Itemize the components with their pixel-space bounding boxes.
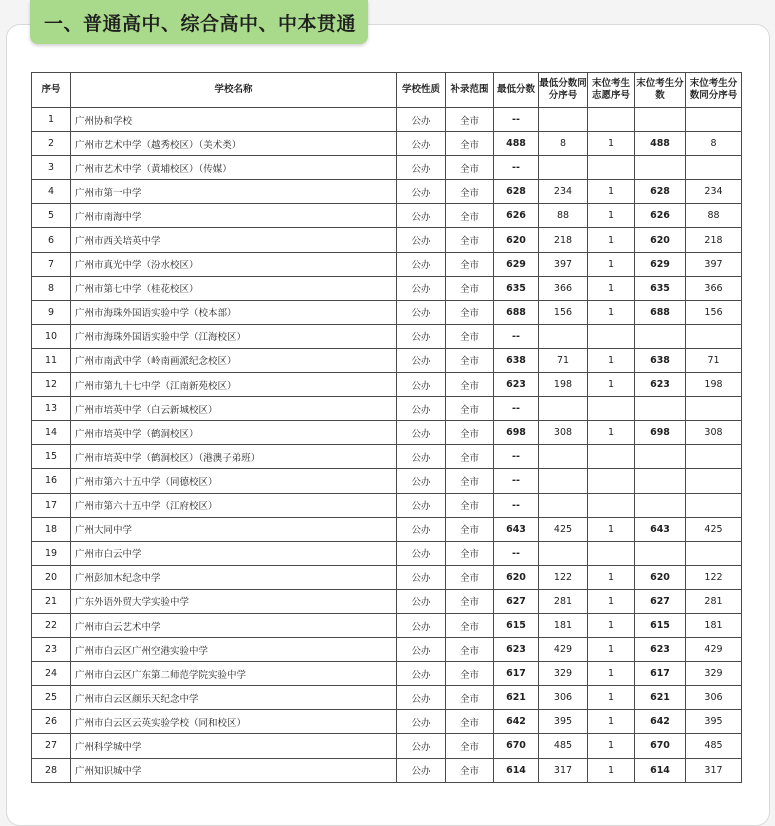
cell-school-name: 广州市真光中学（汾水校区）: [71, 252, 397, 276]
cell-min-score: --: [494, 541, 539, 565]
cell-last-score-tie: 234: [686, 180, 742, 204]
cell-admit-range: 全市: [446, 132, 494, 156]
cell-min-score: --: [494, 108, 539, 132]
cell-last-score: 615: [635, 613, 686, 637]
cell-last-score-tie: [686, 469, 742, 493]
cell-school-type: 公办: [397, 156, 446, 180]
cell-last-score-tie: [686, 541, 742, 565]
cell-row-no: 12: [32, 373, 71, 397]
cell-min-score-tie: [539, 156, 588, 180]
cell-last-score-tie: 88: [686, 204, 742, 228]
cell-row-no: 10: [32, 324, 71, 348]
cell-last-pref-no: 1: [588, 686, 635, 710]
cell-last-pref-no: 1: [588, 228, 635, 252]
cell-last-score-tie: 71: [686, 348, 742, 372]
table-row: [32, 613, 742, 637]
cell-last-pref-no: 1: [588, 662, 635, 686]
cell-school-type: 公办: [397, 204, 446, 228]
cell-min-score: 623: [494, 373, 539, 397]
cell-last-pref-no: [588, 493, 635, 517]
cell-min-score-tie: [539, 493, 588, 517]
cell-last-score: [635, 156, 686, 180]
col-header-school-type: 学校性质: [397, 73, 446, 108]
cell-last-pref-no: 1: [588, 132, 635, 156]
cell-school-type: 公办: [397, 373, 446, 397]
cell-min-score: 620: [494, 228, 539, 252]
cell-admit-range: 全市: [446, 348, 494, 372]
cell-row-no: 22: [32, 613, 71, 637]
table-row: [32, 589, 742, 613]
cell-school-type: 公办: [397, 613, 446, 637]
cell-last-score: 670: [635, 734, 686, 758]
table-row: [32, 324, 742, 348]
cell-admit-range: 全市: [446, 638, 494, 662]
cell-min-score: 642: [494, 710, 539, 734]
cell-last-pref-no: 1: [588, 565, 635, 589]
cell-last-score: [635, 397, 686, 421]
cell-min-score: 617: [494, 662, 539, 686]
col-header-last-pref: 末位考生志愿序号: [588, 73, 635, 108]
cell-school-type: 公办: [397, 734, 446, 758]
cell-last-pref-no: [588, 469, 635, 493]
cell-min-score: --: [494, 156, 539, 180]
cell-last-score-tie: [686, 324, 742, 348]
cell-school-name: 广州科学城中学: [71, 734, 397, 758]
cell-row-no: 5: [32, 204, 71, 228]
cell-last-score-tie: 181: [686, 613, 742, 637]
cell-min-score: 615: [494, 613, 539, 637]
cell-row-no: 25: [32, 686, 71, 710]
cell-last-score: 620: [635, 565, 686, 589]
cell-school-type: 公办: [397, 276, 446, 300]
col-header-school-name: 学校名称: [71, 73, 397, 108]
cell-school-type: 公办: [397, 686, 446, 710]
cell-min-score-tie: [539, 469, 588, 493]
cell-min-score-tie: 122: [539, 565, 588, 589]
cell-last-score-tie: 8: [686, 132, 742, 156]
cell-admit-range: 全市: [446, 300, 494, 324]
cell-school-type: 公办: [397, 421, 446, 445]
cell-min-score: 643: [494, 517, 539, 541]
table-row: [32, 469, 742, 493]
cell-min-score-tie: 395: [539, 710, 588, 734]
cell-last-score: 635: [635, 276, 686, 300]
col-header-no: 序号: [32, 73, 71, 108]
cell-school-type: 公办: [397, 180, 446, 204]
cell-row-no: 7: [32, 252, 71, 276]
cell-last-score-tie: 317: [686, 758, 742, 782]
cell-school-type: 公办: [397, 662, 446, 686]
admissions-table: [31, 72, 742, 783]
cell-school-name: 广州市白云区广东第二师范学院实验中学: [71, 662, 397, 686]
cell-school-name: 广州协和学校: [71, 108, 397, 132]
cell-row-no: 8: [32, 276, 71, 300]
cell-school-type: 公办: [397, 252, 446, 276]
cell-last-score: 628: [635, 180, 686, 204]
cell-last-pref-no: 1: [588, 613, 635, 637]
cell-min-score-tie: [539, 108, 588, 132]
cell-last-score: [635, 493, 686, 517]
cell-last-pref-no: [588, 108, 635, 132]
col-header-range: 补录范围: [446, 73, 494, 108]
cell-min-score-tie: [539, 397, 588, 421]
cell-last-score-tie: 329: [686, 662, 742, 686]
cell-row-no: 17: [32, 493, 71, 517]
cell-last-pref-no: 1: [588, 517, 635, 541]
table-row: [32, 493, 742, 517]
table-row: [32, 710, 742, 734]
cell-row-no: 6: [32, 228, 71, 252]
cell-last-score-tie: 395: [686, 710, 742, 734]
cell-school-type: 公办: [397, 710, 446, 734]
cell-min-score: 623: [494, 638, 539, 662]
cell-admit-range: 全市: [446, 613, 494, 637]
cell-min-score: 638: [494, 348, 539, 372]
cell-school-type: 公办: [397, 565, 446, 589]
cell-last-score-tie: 218: [686, 228, 742, 252]
cell-admit-range: 全市: [446, 469, 494, 493]
cell-admit-range: 全市: [446, 228, 494, 252]
cell-min-score-tie: 485: [539, 734, 588, 758]
cell-last-score: 643: [635, 517, 686, 541]
cell-school-type: 公办: [397, 638, 446, 662]
cell-last-pref-no: [588, 324, 635, 348]
cell-admit-range: 全市: [446, 662, 494, 686]
table-row: [32, 445, 742, 469]
cell-last-score-tie: [686, 493, 742, 517]
cell-school-type: 公办: [397, 517, 446, 541]
table-body: [32, 108, 742, 783]
cell-admit-range: 全市: [446, 373, 494, 397]
cell-last-pref-no: 1: [588, 421, 635, 445]
cell-row-no: 2: [32, 132, 71, 156]
cell-admit-range: 全市: [446, 276, 494, 300]
cell-school-name: 广州大同中学: [71, 517, 397, 541]
cell-last-pref-no: 1: [588, 734, 635, 758]
cell-min-score: 629: [494, 252, 539, 276]
cell-row-no: 21: [32, 589, 71, 613]
cell-school-name: 广州市第七中学（桂花校区）: [71, 276, 397, 300]
cell-school-type: 公办: [397, 108, 446, 132]
cell-row-no: 13: [32, 397, 71, 421]
cell-last-score-tie: 425: [686, 517, 742, 541]
table-row: [32, 373, 742, 397]
table-header-row: [32, 73, 742, 108]
cell-admit-range: 全市: [446, 156, 494, 180]
col-header-last-tie: 末位考生分数同分序号: [686, 73, 742, 108]
cell-last-pref-no: 1: [588, 589, 635, 613]
cell-last-score: 623: [635, 638, 686, 662]
cell-row-no: 15: [32, 445, 71, 469]
cell-school-type: 公办: [397, 228, 446, 252]
table-row: [32, 734, 742, 758]
cell-admit-range: 全市: [446, 421, 494, 445]
cell-min-score: 620: [494, 565, 539, 589]
cell-min-score: 698: [494, 421, 539, 445]
cell-admit-range: 全市: [446, 180, 494, 204]
cell-last-score-tie: 485: [686, 734, 742, 758]
cell-min-score-tie: 218: [539, 228, 588, 252]
cell-school-type: 公办: [397, 300, 446, 324]
cell-school-name: 广东外语外贸大学实验中学: [71, 589, 397, 613]
cell-min-score-tie: 8: [539, 132, 588, 156]
cell-min-score-tie: 366: [539, 276, 588, 300]
cell-school-name: 广州市白云中学: [71, 541, 397, 565]
cell-last-score-tie: 429: [686, 638, 742, 662]
section-title: 一、普通高中、综合高中、中本贯通: [44, 12, 357, 35]
cell-last-score: 617: [635, 662, 686, 686]
cell-admit-range: 全市: [446, 710, 494, 734]
cell-last-score: [635, 108, 686, 132]
cell-min-score: 626: [494, 204, 539, 228]
table-row: [32, 180, 742, 204]
table-row: [32, 662, 742, 686]
cell-school-name: 广州市艺术中学（越秀校区）（美术类）: [71, 132, 397, 156]
cell-school-type: 公办: [397, 348, 446, 372]
cell-admit-range: 全市: [446, 324, 494, 348]
cell-min-score: --: [494, 445, 539, 469]
cell-last-score: 621: [635, 686, 686, 710]
cell-last-pref-no: [588, 156, 635, 180]
cell-min-score-tie: 397: [539, 252, 588, 276]
cell-last-score: [635, 469, 686, 493]
cell-last-score-tie: 306: [686, 686, 742, 710]
cell-admit-range: 全市: [446, 517, 494, 541]
cell-row-no: 16: [32, 469, 71, 493]
cell-row-no: 3: [32, 156, 71, 180]
table-row: [32, 421, 742, 445]
cell-last-pref-no: 1: [588, 710, 635, 734]
cell-min-score-tie: 71: [539, 348, 588, 372]
table-row: [32, 108, 742, 132]
cell-admit-range: 全市: [446, 589, 494, 613]
cell-min-score: 688: [494, 300, 539, 324]
cell-school-type: 公办: [397, 541, 446, 565]
cell-last-pref-no: 1: [588, 252, 635, 276]
cell-last-score: [635, 324, 686, 348]
cell-row-no: 28: [32, 758, 71, 782]
cell-row-no: 20: [32, 565, 71, 589]
cell-admit-range: 全市: [446, 252, 494, 276]
cell-min-score: --: [494, 469, 539, 493]
cell-min-score-tie: 181: [539, 613, 588, 637]
cell-school-name: 广州市培英中学（白云新城校区）: [71, 397, 397, 421]
cell-min-score-tie: 156: [539, 300, 588, 324]
cell-min-score-tie: [539, 445, 588, 469]
table-row: [32, 156, 742, 180]
cell-min-score-tie: 308: [539, 421, 588, 445]
table-row: [32, 276, 742, 300]
cell-school-name: 广州市海珠外国语实验中学（江海校区）: [71, 324, 397, 348]
cell-last-score: 623: [635, 373, 686, 397]
table-row: [32, 348, 742, 372]
cell-min-score-tie: 88: [539, 204, 588, 228]
cell-school-type: 公办: [397, 758, 446, 782]
col-header-min-tie: 最低分数同分序号: [539, 73, 588, 108]
cell-admit-range: 全市: [446, 397, 494, 421]
cell-last-score-tie: [686, 108, 742, 132]
cell-last-pref-no: [588, 541, 635, 565]
section-heading: [30, 0, 368, 44]
table-row: [32, 541, 742, 565]
col-header-min-score: 最低分数: [494, 73, 539, 108]
cell-min-score: 670: [494, 734, 539, 758]
cell-school-name: 广州市第六十五中学（同德校区）: [71, 469, 397, 493]
cell-min-score: --: [494, 397, 539, 421]
cell-school-name: 广州市白云区颜乐天纪念中学: [71, 686, 397, 710]
cell-min-score-tie: 306: [539, 686, 588, 710]
cell-school-name: 广州知识城中学: [71, 758, 397, 782]
cell-last-score-tie: [686, 156, 742, 180]
cell-last-score-tie: 366: [686, 276, 742, 300]
cell-admit-range: 全市: [446, 565, 494, 589]
table-row: [32, 638, 742, 662]
cell-school-name: 广州市白云区云英实验学校（同和校区）: [71, 710, 397, 734]
table-row: [32, 517, 742, 541]
cell-school-name: 广州市海珠外国语实验中学（校本部）: [71, 300, 397, 324]
cell-min-score-tie: 429: [539, 638, 588, 662]
cell-school-name: 广州市培英中学（鹤洞校区）（港澳子弟班）: [71, 445, 397, 469]
cell-last-score: 614: [635, 758, 686, 782]
cell-min-score: 628: [494, 180, 539, 204]
cell-admit-range: 全市: [446, 493, 494, 517]
cell-last-score-tie: 122: [686, 565, 742, 589]
table-row: [32, 204, 742, 228]
cell-min-score-tie: 329: [539, 662, 588, 686]
cell-last-score-tie: 198: [686, 373, 742, 397]
cell-admit-range: 全市: [446, 758, 494, 782]
cell-school-name: 广州市第九十七中学（江南新苑校区）: [71, 373, 397, 397]
cell-last-pref-no: [588, 445, 635, 469]
cell-row-no: 9: [32, 300, 71, 324]
cell-school-type: 公办: [397, 324, 446, 348]
cell-admit-range: 全市: [446, 108, 494, 132]
cell-last-score: [635, 445, 686, 469]
cell-last-score-tie: 281: [686, 589, 742, 613]
cell-school-name: 广州市第一中学: [71, 180, 397, 204]
cell-min-score: --: [494, 493, 539, 517]
cell-min-score-tie: [539, 541, 588, 565]
cell-school-type: 公办: [397, 132, 446, 156]
cell-school-type: 公办: [397, 397, 446, 421]
cell-min-score: 627: [494, 589, 539, 613]
cell-last-pref-no: 1: [588, 348, 635, 372]
cell-school-name: 广州市第六十五中学（江府校区）: [71, 493, 397, 517]
cell-last-score: 626: [635, 204, 686, 228]
cell-admit-range: 全市: [446, 445, 494, 469]
cell-last-pref-no: 1: [588, 204, 635, 228]
cell-row-no: 23: [32, 638, 71, 662]
cell-last-score: 642: [635, 710, 686, 734]
cell-school-name: 广州市南海中学: [71, 204, 397, 228]
cell-last-score: 620: [635, 228, 686, 252]
cell-row-no: 24: [32, 662, 71, 686]
cell-last-score-tie: 156: [686, 300, 742, 324]
table-row: [32, 252, 742, 276]
table-row: [32, 132, 742, 156]
cell-min-score: 488: [494, 132, 539, 156]
cell-last-score-tie: [686, 397, 742, 421]
cell-min-score-tie: 281: [539, 589, 588, 613]
cell-school-name: 广州市西关培英中学: [71, 228, 397, 252]
cell-min-score-tie: 198: [539, 373, 588, 397]
cell-row-no: 19: [32, 541, 71, 565]
cell-row-no: 4: [32, 180, 71, 204]
cell-min-score: 635: [494, 276, 539, 300]
cell-min-score-tie: 234: [539, 180, 588, 204]
col-header-last-score: 末位考生分数: [635, 73, 686, 108]
cell-row-no: 11: [32, 348, 71, 372]
cell-last-score-tie: 397: [686, 252, 742, 276]
cell-last-pref-no: 1: [588, 638, 635, 662]
cell-min-score: 621: [494, 686, 539, 710]
cell-last-pref-no: 1: [588, 276, 635, 300]
cell-school-name: 广州市白云艺术中学: [71, 613, 397, 637]
table-row: [32, 397, 742, 421]
cell-school-name: 广州市艺术中学（黄埔校区）（传媒）: [71, 156, 397, 180]
cell-last-pref-no: [588, 397, 635, 421]
cell-row-no: 1: [32, 108, 71, 132]
cell-school-type: 公办: [397, 589, 446, 613]
cell-last-score: 688: [635, 300, 686, 324]
cell-last-pref-no: 1: [588, 300, 635, 324]
cell-last-score: 627: [635, 589, 686, 613]
cell-school-type: 公办: [397, 493, 446, 517]
cell-school-type: 公办: [397, 445, 446, 469]
cell-last-score: [635, 541, 686, 565]
cell-last-score: 488: [635, 132, 686, 156]
cell-min-score-tie: [539, 324, 588, 348]
table-row: [32, 758, 742, 782]
cell-school-name: 广州市培英中学（鹤洞校区）: [71, 421, 397, 445]
cell-school-name: 广州彭加木纪念中学: [71, 565, 397, 589]
table-row: [32, 565, 742, 589]
cell-last-score-tie: [686, 445, 742, 469]
cell-row-no: 27: [32, 734, 71, 758]
cell-min-score-tie: 425: [539, 517, 588, 541]
cell-last-pref-no: 1: [588, 373, 635, 397]
table-row: [32, 228, 742, 252]
cell-row-no: 14: [32, 421, 71, 445]
cell-school-name: 广州市白云区广州空港实验中学: [71, 638, 397, 662]
table-row: [32, 686, 742, 710]
cell-admit-range: 全市: [446, 686, 494, 710]
cell-min-score-tie: 317: [539, 758, 588, 782]
cell-school-type: 公办: [397, 469, 446, 493]
table-row: [32, 300, 742, 324]
cell-last-score-tie: 308: [686, 421, 742, 445]
cell-last-pref-no: 1: [588, 180, 635, 204]
cell-last-score: 629: [635, 252, 686, 276]
cell-min-score: --: [494, 324, 539, 348]
cell-admit-range: 全市: [446, 734, 494, 758]
cell-row-no: 26: [32, 710, 71, 734]
cell-last-pref-no: 1: [588, 758, 635, 782]
cell-last-score: 638: [635, 348, 686, 372]
cell-admit-range: 全市: [446, 204, 494, 228]
cell-last-score: 698: [635, 421, 686, 445]
cell-school-name: 广州市南武中学（岭南画派纪念校区）: [71, 348, 397, 372]
cell-admit-range: 全市: [446, 541, 494, 565]
cell-min-score: 614: [494, 758, 539, 782]
cell-row-no: 18: [32, 517, 71, 541]
